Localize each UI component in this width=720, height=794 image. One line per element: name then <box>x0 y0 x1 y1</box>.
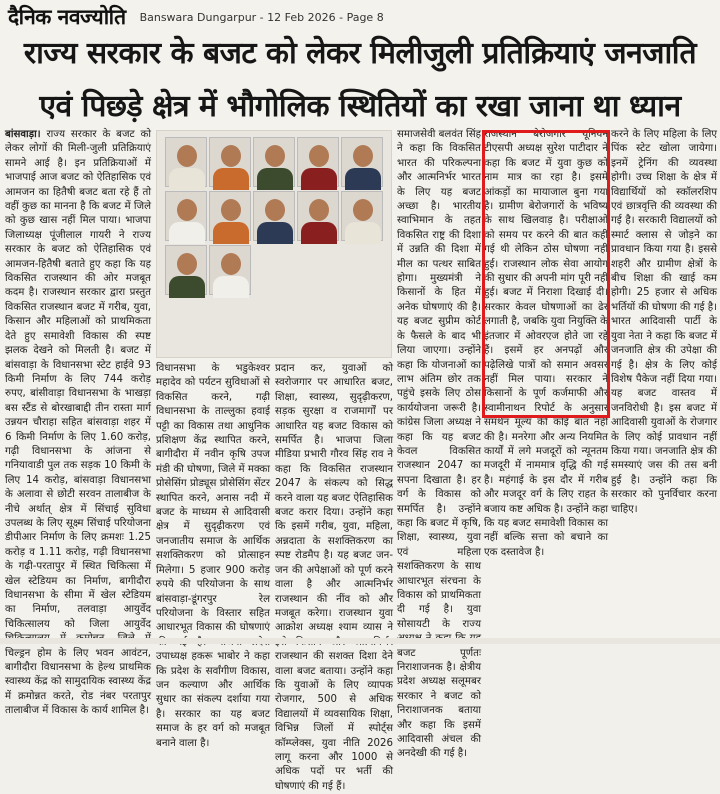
article-column-1 <box>5 128 151 717</box>
photo-grid <box>156 130 392 358</box>
masthead <box>8 4 384 30</box>
article-column-5 <box>484 128 608 638</box>
portrait-photo <box>341 137 383 187</box>
column-6-text: करने के लिए महिला के लिए पिंक स्टेट खोला जायेगा। इनमें ट्रेनिंग की व्यवस्था होगी। उच्च शिक्षा के क्षेत्र में विद्यार्थियों को स्कॉलरशिप एवं छात्रवृत्ति की व्यवस्था की गई है। सरकारी विद्यालयों को स्मार्ट क्लास से जोड़ने का प्रावधान किया गया है। इससे शहरी और ग्रामीण क्षेत्रों के बीच शिक्षा की खाई कम होगी। 25 हजार से अधिक भर्तियों की घोषणा की गई है। भारत आदिवासी पार्टी के युवा नेता ने कहा कि बजट में जनजाति क्षेत्र की उपेक्षा की गई है। क्षेत्र के लिए कोई विशेष पैकेज नहीं दिया गया। यह बजट वास्तव में जनविरोधी है। इस बजट में आदिवासी युवाओं के रोजगार के लिए कोई प्रावधान नहीं किया गया। जनजाति क्षेत्र की समस्याएं जस की तस बनी हुई है। उन्होंने कहा कि सरकार को पुनर्विचार करना चाहिए। <box>611 129 717 515</box>
article-column-2 <box>156 362 270 749</box>
article-column-3 <box>275 362 393 792</box>
column-3-text: प्रदान कर, युवाओं को स्वरोजगार पर आधारित बजट, शिक्षा, स्वास्थ्य, सुदृढ़ीकरण, सड़क सुरक्षा व राजमार्गों पर आधारित यह बजट विकास को समर्पित है। भाजपा जिला मीडिया प्रभारी गौरव सिंह राव ने कहा कि विकसित राजस्थान 2047 के संकल्प को सिद्ध करने वाला यह बजट ऐतिहासिक बजट करार दिया। उन्होंने कहा कि इसमें गरीब, युवा, महिला, अन्नदाता के सशक्तिकरण का स्पष्ट रोडमैप है। यह बजट जन-जन की अपेक्षाओं को पूर्ण करने वाला है और आत्मनिर्भर राजस्थान की नींव को और मजबूत करेगा। राजस्थान युवा आक्रोश अध्यक्ष श्याम व्यास ने राजस्थान की सशक्त दिशा देने वाला बजट बताया। उन्होंने कहा कि युवाओं के लिए व्यापक रोजगार, 500 से अधिक विद्यालयों में व्यवसायिक शिक्षा, विभिन्न जिलों में स्पोर्ट्स कॉम्प्लेक्स, युवा नीति 2026 लागू करना और 1000 से अधिक पदों पर भर्ती की घोषणाएं की गई हैं। <box>275 363 393 792</box>
column-1-text: राज्य सरकार के बजट को लेकर लोगों की मिली-जुली प्रतिक्रियाएं सामने आई है। इन प्रतिक्रियाओं में भाजपाई आज बजट को ऐतिहासिक एवं आमजन का हितैषी बजट बता रहे हैं तो वहीं कुछ का मानना है कि बजट में जिले को कुछ खास नहीं मिल पाया। भाजपा जिलाध्यक्ष पूंजीलाल गायरी ने राज्य सरकार के बजट को ऐतिहासिक एवं आमजन-हितैषी बताते हुए कहा कि यह विकसित राजस्थान की ओर मजबूत कदम है। राजस्थान सरकार द्वारा प्रस्तुत विकसित राजस्थान बजट में गरीब, युवा, किसान और महिलाओं को प्राथमिकता देते हुए समावेशी विकास की स्पष्ट झलक देखने को मिलती है। बजट में बांसवाड़ा के विधानसभा स्टेट हाईवे 93 किमी निर्माण के लिए 744 करोड़ रुपए, बांसीवाड़ा विधानसभा के भाखड़ा बस स्टैंड से बोरखाबाद्दी तीन रास्ता मार्ग उन्नयन चौराहा सहित बांसवाड़ा शहर में 6 किमी निर्माण के लिए 1.60 करोड़, गढ़ी विधानसभा के आंजना से गनियावाडी पुल तक सड़क 10 किमी के लिए 14 करोड़, बांसवाड़ा विधानसभा के अलावा से छोटी सरवन तालाबीज के नीचे अर्थात् क्षेत्र में सिंचाई सुविधा उपलब्ध के लिए सूक्ष्म सिंचाई परियोजना डीपीआर निर्माण के लिए क्रमशः 1.25 करोड़ व 1.11 करोड़, गढ़ी विधानसभा के गढ़ी-परतापुर में स्थित चिकित्सा में खेल स्टेडियम का निर्माण, बागीदौरा विधानसभा के सीमा में खेल स्टेडियम का निर्माण, तलवाड़ा आयुर्वेद चिकित्सालय को जिला आयुर्वेद चिल्ड्रन होम के लिए भवन आवंटन, बागीदौरा विधानसभा के हेल्थ प्राथमिक स्वास्थ्य केंद्र को सामुदायिक स्वास्थ्य केंद्र में क्रमोन्नत करते, रोड नंबर परतापुर तालाबीज में विकास के कार्य शामिल है। <box>5 129 151 717</box>
portrait-photo <box>253 191 295 241</box>
headline-line-1: राज्य सरकार के बजट को लेकर मिलीजुली प्रतिक्रियाएं जनजाति <box>23 36 697 71</box>
portrait-photo <box>165 245 207 295</box>
portrait-photo <box>297 191 339 241</box>
edition-line: Banswara Dungarpur - 12 Feb 2026 - Page 8 <box>139 10 384 24</box>
article-column-4 <box>397 128 481 760</box>
portrait-photo <box>165 191 207 241</box>
headline-line-2: एवं पिछड़े क्षेत्र में भौगोलिक स्थितियों का रखा जाना था ध्यान <box>39 89 681 124</box>
column-5-text: राजस्थान बेरोजगार यूनियन टीएसपी अध्यक्ष सुरेश पाटीदार ने कहा कि बजट में युवा कुछ को नाम मात्र का रहा है। इसमें आंकड़ों का मायाजाल बुना गया है। ग्रामीण बेरोजगारों के भविष्य के साथ खिलवाड़ है। परीक्षाओं को समय पर करने की बात कही गई थी लेकिन ठोस घोषणा नहीं हुई। राजस्थान लोक सेवा आयोग की सुधार की अपनी मांग पूरी नहीं हुई। बजट में निराशा दिखाई दी। सरकार केवल घोषणाओं का ढेर लगाती है, जबकि युवा नियुक्ति के इंतजार में ओवरएज होते जा रहे हैं। इसमें हर अनपढ़ों और पढ़ेलिखे पात्रों को समान अवसर नहीं मिल पाया। सरकार ने किसानों के पूर्ण कर्जमाफी और स्वामीनाथन रिपोर्ट के अनुसार समर्थन मूल्य की कोई बात नहीं की है। मनरेगा और अन्य नियमित कार्यों में लगे मजदूरों को न्यूनतम मजदूरी में नाममात्र वृद्धि की गई है। महंगाई के इस दौर में गरीब और मजदूर वर्ग के लिए राहत के बजाय कष्ट अधिक है। उन्होंने कहा कि यह बजट समावेशी विकास का नहीं बल्कि सत्ता को बचाने का एक दस्तावेज है। <box>484 129 608 558</box>
portrait-photo <box>209 137 251 187</box>
portrait-photo <box>165 137 207 187</box>
page-bottom-band <box>0 638 720 644</box>
newspaper-logo: दैनिक नवज्योति <box>8 4 126 29</box>
portrait-photo <box>209 245 251 295</box>
portrait-photo <box>209 191 251 241</box>
column-2-text: विधानसभा के भडुकेश्वर महादेव को पर्यटन सुविधाओं से विकसित करने, गढ़ी विधानसभा के ताल्लुका हवाई पट्टी का विकास तथा आधुनिक प्रशिक्षण केंद्र स्थापित करने, बागीदौरा में नवीन कृषि उपज मंडी की घोषणा, जिले में मक्का प्रोसेसिंग प्रोड्यूस प्रोसेसिंग सेंटर स्थापित करने, अनास नदी में बजट के माध्यम से आदिवासी क्षेत्र में सुदृढ़ीकरण एवं जनजातीय समाज के आर्थिक सशक्तिकरण को प्रोत्साहन मिलेगा। 5 हजार 900 करोड़ रुपये की परियोजना के साथ बांसवाड़ा-डूंगरपुर रेल परियोजना के विस्तार सहित आधारभूत विकास की घोषणाएं उपाध्यक्ष हकरू भाबोर ने कहा कि प्रदेश के सर्वांगीण विकास, जन कल्याण और आर्थिक सुधार का संकल्प दर्शाया गया है। सरकार का यह बजट समाज के हर वर्ग को मजबूत बनाने वाला है। <box>156 363 270 749</box>
dateline: बांसवाड़ा। <box>5 129 41 140</box>
portrait-photo <box>341 191 383 241</box>
portrait-photo <box>297 137 339 187</box>
article-column-6 <box>611 128 717 638</box>
column-4-text: समाजसेवी बलवंत सिंह ने कहा कि विकसित भारत की परिकल्पना और आत्मनिर्भर भारत के लिए यह बजट अच्छा है। भारतीय स्वाभिमान के तहत विकसित राष्ट्र की दिशा में उन्नति की दिशा में मील का पत्थर साबित होगा। मुख्यमंत्री ने किसानों के हित में अनेक घोषणाएं की है। यह बजट सुप्रीम कोर्ट के फैसले के बाद भी लिया जाएगा। उन्होंने कहा कि योजनाओं का लाभ अंतिम छोर तक पहुंचे इसके लिए ठोस कार्ययोजना जरूरी है। कांग्रेस जिला अध्यक्ष ने कहा कि यह बजट केवल विकसित राजस्थान 2047 का सपना दिखाता है। हर वर्ग के विकास को समर्पित है। उन्होंने कहा कि बजट में कृषि, शिक्षा, स्वास्थ्य, युवा एवं महिला सशक्तिकरण के साथ आधारभूत संरचना के विकास को प्राथमिकता दी गई है। युवा सोसायटी के राज्य बजट पूर्णतः निराशाजनक है। क्षेत्रीय प्रदेश अध्यक्ष सलूमबर सरकार ने बजट को निराशाजनक बताया और कहा कि इसमें आदिवासी अंचल की अनदेखी की गई है। <box>397 129 481 760</box>
portrait-photo <box>253 137 295 187</box>
